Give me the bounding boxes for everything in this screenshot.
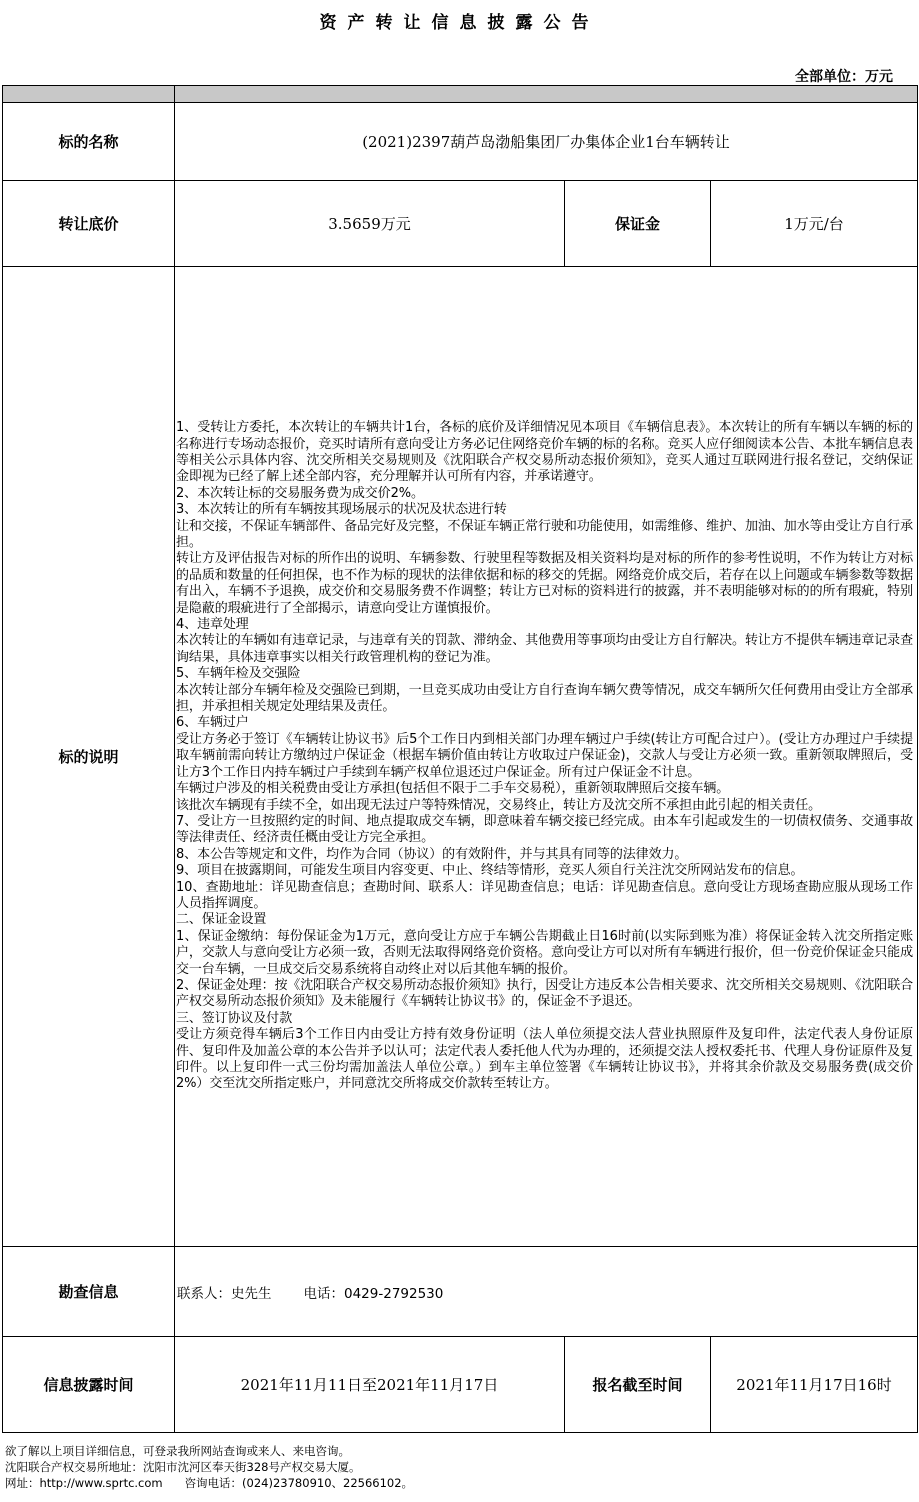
- desc-paragraph: 2、本次转让标的交易服务费为成交价2%。: [176, 485, 424, 501]
- name-value: (2021)2397葫芦岛渤船集团厂办集体企业1台车辆转让: [175, 103, 918, 181]
- page-title: 资产转让信息披露公告: [319, 13, 600, 33]
- row-price: [3, 181, 918, 267]
- header-bar: [3, 86, 918, 103]
- desc-body: [175, 267, 918, 1247]
- footer-line1: 欲了解以上项目详细信息，可登录我所网站查询或来人、来电咨询。: [5, 1444, 350, 1458]
- hotline-text: 咨询电话：(024)23780910、22566102。: [184, 1476, 414, 1490]
- desc-paragraph: 3、本次转让的所有车辆按其现场展示的状况及状态进行转: [176, 502, 507, 518]
- footer-line2: 沈阳联合产权交易所地址：沈阳市沈河区奉天街328号产权交易大厦。: [5, 1460, 361, 1474]
- desc-paragraph: 9、项目在披露期间，可能发生项目内容变更、中止、终结等情形，竞买人须自行关注沈交所网站发布的信息。: [176, 863, 804, 879]
- time-label: 信息披露时间: [3, 1337, 175, 1433]
- survey-label: 勘查信息: [3, 1247, 175, 1337]
- desc-paragraph: 让和交接，不保证车辆部件、备品完好及完整，不保证车辆正常行驶和功能使用，如需维修、维护、加油、加水等由受让方自行承担。: [176, 518, 914, 551]
- desc-paragraph: 10、查勘地址：详见勘查信息；查勘时间、联系人：详见勘查信息；电话：详见勘查信息。意向受让方现场查勘应服从现场工作人员指挥调度。: [176, 879, 914, 911]
- footer-line3: [5, 1475, 413, 1491]
- footer: [5, 1443, 413, 1491]
- desc-paragraph: 1、保证金缴纳：每份保证金为1万元，意向受让方应于车辆公告期截止日16时前(以实际到账为准）将保证金转入沈交所指定账户，交款人与意向受让方必须一致，否则无法取得网络竞价资格。意向受让方可以对所有车辆进行报价，但一份竞价保证金只能成交一台车辆，一旦成交后交易系统将自动终止对以后其他车辆的报价。: [176, 928, 914, 977]
- name-label: 标的名称: [3, 103, 175, 181]
- desc-paragraph: 受让方须竞得车辆后3个工作日内由受让方持有效身份证明（法人单位须提交法人营业执照原件及复印件，法定代表人身份证原件、复印件及加盖公章的本公告并予以认可；法定代表人委托他人代为办理的，还须提交法人授权委托书、代理人身份证原件及复印件。以上复印件一式三份均需加盖法人单位公章。）到车主单位签署《车辆转让协议书》，并将其余价款及交易服务费(成交价2%）交至沈交所指定账户，并同意沈交所将成交价款转至转让方。: [176, 1027, 914, 1092]
- row-description: [3, 267, 918, 1247]
- website-link[interactable]: 网址：http://www.sprtc.com: [5, 1476, 163, 1490]
- deposit-label: 保证金: [565, 181, 711, 267]
- desc-paragraph: 三、签订协议及付款: [176, 1010, 293, 1026]
- desc-label: 标的说明: [3, 267, 175, 1247]
- desc-paragraph: 转让方及评估报告对标的所作出的说明、车辆参数、行驶里程等数据及相关资料均是对标的所作的参考性说明，不作为转让方对标的品质和数量的任何担保，也不作为标的现状的法律依据和标的移交的凭据。网络竞价成交后，若存在以上问题或车辆参数等数据有出入，车辆不予退换，成交价和交易服务费不作调整；转让方已对标的资料进行的披露，并不表明能够对标的的所有瑕疵，特别是隐蔽的瑕疵进行了全部揭示，请意向受让方谨慎报价。: [176, 551, 914, 616]
- desc-paragraph: 2、保证金处理：按《沈阳联合产权交易所动态报价须知》执行，因受让方违反本公告相关要求、沈交所相关交易规则、《沈阳联合产权交易所动态报价须知》及未能履行《车辆转让协议书》的，保证金不予退还。: [176, 977, 914, 1010]
- desc-paragraph: 本次转让的车辆如有违章记录，与违章有关的罚款、滞纳金、其他费用等事项均由受让方自行解决。转让方不提供车辆违章记录查询结果，具体违章事实以相关行政管理机构的登记为准。: [176, 633, 914, 665]
- desc-paragraph: 7、受让方一旦按照约定的时间、地点提取成交车辆，即意味着车辆交接已经完成。由本车引起或发生的一切债权债务、交通事故等法律责任、经济责任概由受让方完全承担。: [176, 813, 914, 846]
- price-label: 转让底价: [3, 181, 175, 267]
- desc-paragraph: 1、受转让方委托，本次转让的车辆共计1台，各标的底价及详细情况见本项目《车辆信息表》。本次转让的所有车辆以车辆的标的名称进行专场动态报价，竞买时请所有意向受让方务必记住网络竞价车辆的标的名称。竞买人应仔细阅读本公告、本批车辆信息表等相关公示具体内容、沈交所相关交易规则及《沈阳联合产权交易所动态报价须知》，竞买人通过互联网进行报名登记，交纳保证金即视为已经了解上述全部内容，充分理解并认可所有内容，并承诺遵守。: [176, 420, 914, 485]
- survey-contact: 联系人：史先生: [177, 1285, 272, 1302]
- time-value: 2021年11月11日至2021年11月17日: [175, 1337, 565, 1433]
- deadline-value: 2021年11月17日16时: [711, 1337, 918, 1433]
- desc-paragraph: 二、保证金设置: [176, 912, 267, 928]
- desc-paragraph: 6、车辆过户: [176, 715, 249, 731]
- desc-paragraph: 受让方务必于签订《车辆转让协议书》后5个工作日内到相关部门办理车辆过户手续(转让方可配合过户）。(受让方办理过户手续提取车辆前需向转让方缴纳过户保证金（根据车辆价值由转让方收取过户保证金)，交款人与受让方必须一致。重新领取牌照后，受让方3个工作日内持车辆过户手续到车辆产权单位退还过户保证金。所有过户保证金不计息。: [176, 731, 914, 780]
- row-time: [3, 1337, 918, 1433]
- desc-paragraph: 车辆过户涉及的相关税费由受让方承担(包括但不限于二手车交易税），重新领取牌照后交接车辆。: [176, 781, 730, 797]
- survey-phone: 电话：0429-2792530: [303, 1285, 444, 1302]
- deadline-label: 报名截至时间: [565, 1337, 711, 1433]
- survey-info: [175, 1247, 918, 1337]
- info-table: [2, 85, 918, 1433]
- desc-paragraph: 本次转让部分车辆年检及交强险已到期，一旦竞买成功由受让方自行查询车辆欠费等情况，成交车辆所欠任何费用由受让方全部承担，并承担相关规定处理结果及责任。: [176, 682, 914, 715]
- row-survey: [3, 1247, 918, 1337]
- price-value: 3.5659万元: [175, 181, 565, 267]
- desc-paragraph: 该批次车辆现有手续不全，如出现无法过户等特殊情况，交易终止，转让方及沈交所不承担由此引起的相关责任。: [176, 797, 822, 813]
- desc-paragraph: 8、本公告等规定和文件，均作为合同（协议）的有效附件，并与其具有同等的法律效力。: [176, 846, 688, 862]
- deposit-value: 1万元/台: [711, 181, 918, 267]
- desc-paragraph: 5、车辆年检及交强险: [176, 666, 301, 682]
- desc-paragraph: 4、违章处理: [176, 617, 249, 633]
- unit-note: 全部单位：万元: [795, 69, 893, 85]
- row-name: [3, 103, 918, 181]
